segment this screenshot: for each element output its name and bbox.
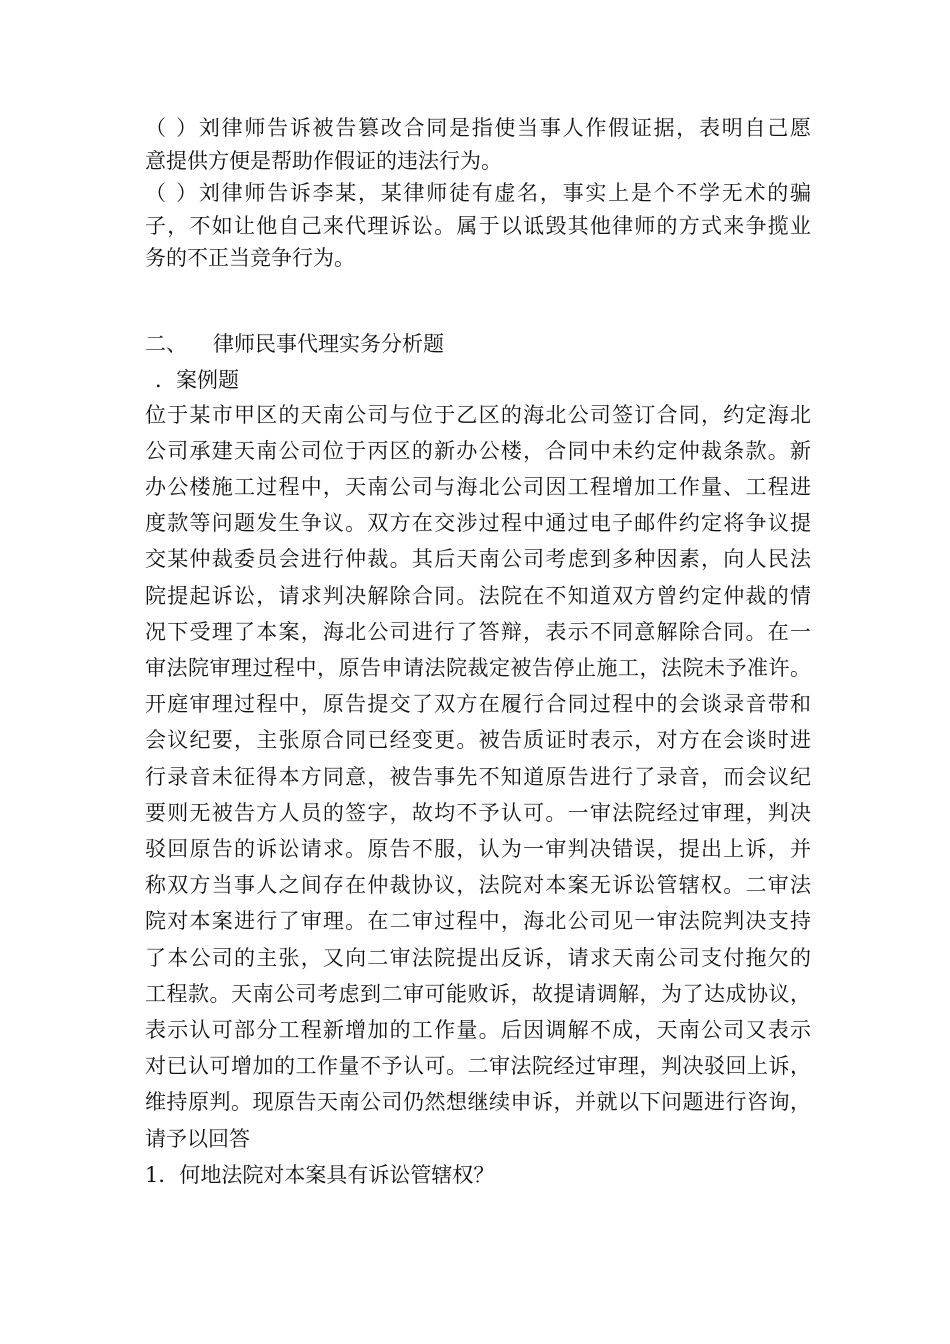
case-line: 位于某市甲区的天南公司与位于乙区的海北公司签订合同，约定海北	[145, 402, 811, 427]
section-number: 二、	[145, 331, 187, 356]
case-line: 维持原判。现原告天南公司仍然想继续申诉，并就以下问题进行咨询，	[145, 1090, 811, 1115]
case-line: 院对本案进行了审理。在二审过程中，海北公司见一审法院判决支持	[145, 909, 811, 934]
case-line: 况下受理了本案，海北公司进行了答辩，表示不同意解除合同。在一	[145, 619, 811, 644]
section-heading	[145, 328, 811, 361]
case-line: 行录音未征得本方同意，被告事先不知道原告进行了录音，而会议纪	[145, 764, 811, 789]
case-line: 交某仲裁委员会进行仲裁。其后天南公司考虑到多种因素，向人民法	[145, 547, 811, 572]
case-line: 审法院审理过程中，原告申请法院裁定被告停止施工，法院未予准许。	[145, 655, 811, 680]
text-line: 务的不正当竞争行为。	[145, 246, 355, 270]
case-line: 度款等问题发生争议。双方在交涉过程中通过电子邮件约定将争议提	[145, 511, 811, 536]
case-line: 表示认可部分工程新增加的工作量。后因调解不成，天南公司又表示	[145, 1017, 811, 1042]
judgment-item-1	[145, 112, 811, 177]
question-item: 1．何地法院对本案具有诉讼管辖权？	[145, 1162, 495, 1187]
case-line: 开庭审理过程中，原告提交了双方在履行合同过程中的会谈录音带和	[145, 692, 811, 717]
section-spacer	[145, 275, 811, 328]
case-line: 请予以回答	[145, 1126, 250, 1151]
case-line: 驳回原告的诉讼请求。原告不服，认为一审判决错误，提出上诉，并	[145, 836, 811, 861]
text-line: （ ）刘律师告诉被告篡改合同是指使当事人作假证据，表明自己愿	[145, 116, 811, 140]
document-page	[145, 112, 811, 1193]
case-line: 工程款。天南公司考虑到二审可能败诉，故提请调解，为了达成协议，	[145, 981, 811, 1006]
case-line: 办公楼施工过程中，天南公司与海北公司因工程增加工作量、工程进	[145, 474, 811, 499]
case-subtitle: ．案例题	[155, 368, 239, 392]
text-line: 意提供方便是帮助作假证的违法行为。	[145, 148, 502, 173]
case-line: 公司承建天南公司位于丙区的新办公楼，合同中未约定仲裁条款。新	[145, 438, 811, 463]
section-title: 律师民事代理实务分析题	[213, 331, 444, 356]
case-line: 了本公司的主张，又向二审法院提出反诉，请求天南公司支付拖欠的	[145, 945, 811, 970]
judgment-item-2	[145, 177, 811, 275]
case-line: 院提起诉讼，请求判决解除合同。法院在不知道双方曾约定仲裁的情	[145, 583, 811, 608]
text-line: （ ）刘律师告诉李某，某律师徒有虚名，事实上是个不学无术的骗	[145, 181, 811, 205]
case-line: 会议纪要，主张原合同已经变更。被告质证时表示，对方在会谈时进	[145, 728, 811, 753]
case-line: 对已认可增加的工作量不予认可。二审法院经过审理，判决驳回上诉，	[145, 1054, 811, 1079]
case-line: 称双方当事人之间存在仲裁协议，法院对本案无诉讼管辖权。二审法	[145, 873, 811, 898]
text-line: 子，不如让他自己来代理诉讼。属于以诋毁其他律师的方式来争揽业	[145, 213, 811, 238]
case-description	[145, 397, 811, 1193]
case-line: 要则无被告方人员的签字，故均不予认可。一审法院经过审理，判决	[145, 800, 811, 825]
